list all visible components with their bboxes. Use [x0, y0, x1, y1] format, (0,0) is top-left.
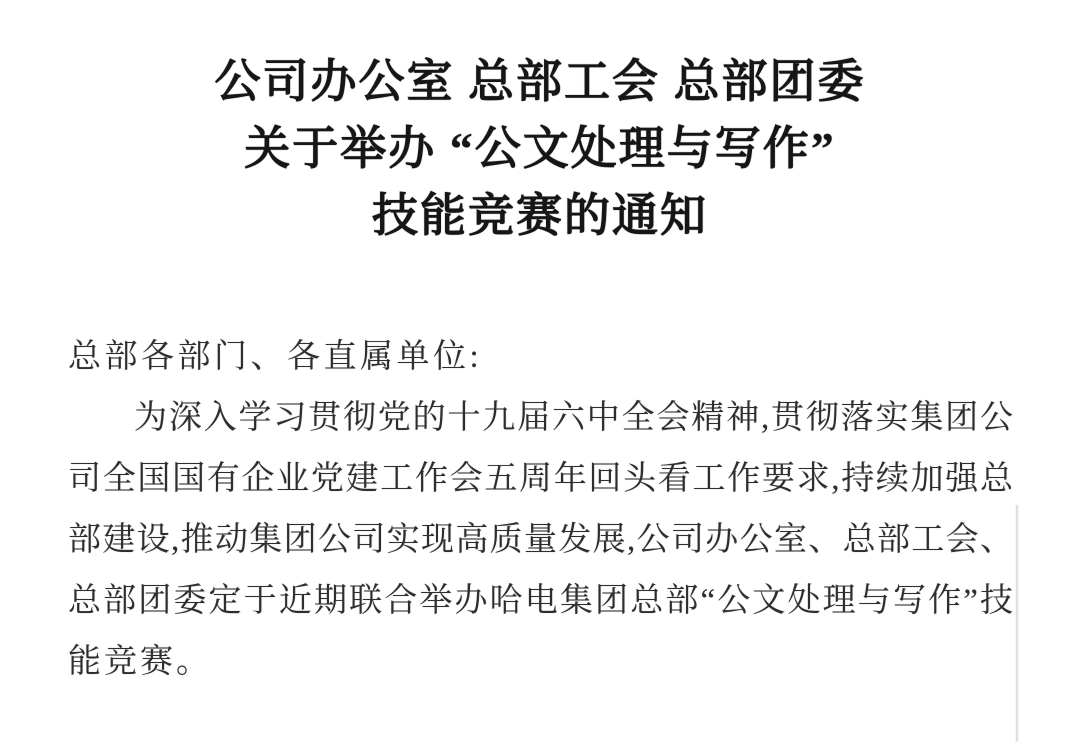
body-line-5: 能竞赛。: [68, 644, 212, 680]
body-paragraph: [68, 388, 1013, 693]
scan-artifact-line: [1016, 505, 1018, 742]
title-line-3: 技能竞赛的通知: [372, 190, 708, 241]
title-line-1: 公司办公室 总部工会 总部团委: [214, 56, 866, 107]
document-title: [0, 48, 1080, 249]
body-line-1: 为深入学习贯彻党的十九届六中全会精神,贯彻落实集团公: [134, 400, 1013, 436]
body-line-3: 部建设,推动集团公司实现高质量发展,公司办公室、总部工会、: [68, 522, 1013, 558]
body-line-2: 司全国国有企业党建工作会五周年回头看工作要求,持续加强总: [68, 461, 1013, 497]
salutation-line: 总部各部门、各直属单位:: [68, 339, 483, 375]
title-line-2: 关于举办 “公文处理与写作”: [244, 123, 836, 174]
body-line-4: 总部团委定于近期联合举办哈电集团总部“公文处理与写作”技: [68, 583, 1013, 619]
